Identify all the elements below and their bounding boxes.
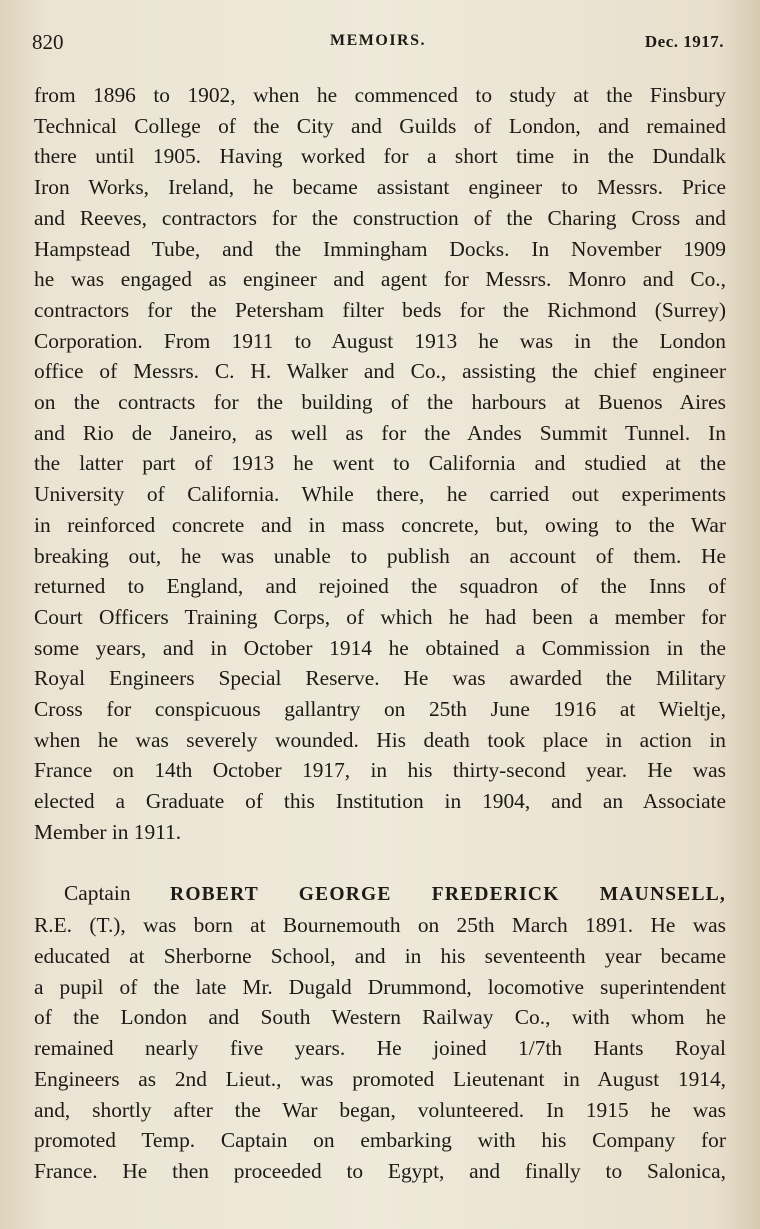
text-line: University of California. While there, he carried out experiments xyxy=(34,482,726,507)
text-line: there until 1905. Having worked for a short time in the Dundalk xyxy=(34,144,726,169)
text-line: Corporation. From 1911 to August 1913 he was in the London xyxy=(34,328,726,353)
text-line: of the London and South Western Railway Co., with whom he xyxy=(34,1005,726,1030)
text-line: Engineers as 2nd Lieut., was promoted Lieutenant in August 1914, xyxy=(34,1066,726,1091)
text-line: and Reeves, contractors for the construction of the Charing Cross and xyxy=(34,205,726,230)
text-line: Cross for conspicuous gallantry on 25th June 1916 at Wieltje, xyxy=(34,697,726,722)
text-line: France. He then proceeded to Egypt, and finally to Salonica, xyxy=(34,1158,726,1183)
text-line: some years, and in October 1914 he obtained a Commission in the xyxy=(34,635,726,660)
text-line: remained nearly five years. He joined 1/7th Hants Royal xyxy=(34,1036,726,1061)
text-line: on the contracts for the building of the harbours at Buenos Aires xyxy=(34,390,726,415)
text-line: and, shortly after the War began, volunteered. In 1915 he was xyxy=(34,1097,726,1122)
text-line: office of Messrs. C. H. Walker and Co., assisting the chief engineer xyxy=(34,359,726,384)
memoir-paragraph-2 xyxy=(34,878,726,1187)
text-line: the latter part of 1913 he went to California and studied at the xyxy=(34,451,726,476)
text-line: R.E. (T.), was born at Bournemouth on 25th March 1891. He was xyxy=(34,913,726,938)
body-text xyxy=(34,80,726,1187)
text-line: a pupil of the late Mr. Dugald Drummond, locomotive superintendent xyxy=(34,974,726,999)
text-line: promoted Temp. Captain on embarking with his Company for xyxy=(34,1128,726,1153)
text-line: contractors for the Petersham filter beds for the Richmond (Surrey) xyxy=(34,297,726,322)
text-line: Technical College of the City and Guilds of London, and remained xyxy=(34,113,726,138)
memoir-paragraph-1 xyxy=(34,80,726,848)
text-line: Iron Works, Ireland, he became assistant engineer to Messrs. Price xyxy=(34,175,726,200)
text-line: from 1896 to 1902, when he commenced to study at the Finsbury xyxy=(34,83,726,107)
text-line: elected a Graduate of this Institution in 1904, and an Associate xyxy=(34,789,726,814)
text-line: educated at Sherborne School, and in his seventeenth year became xyxy=(34,943,726,968)
text-line: returned to England, and rejoined the squadron of the Inns of xyxy=(34,574,726,599)
text-line: when he was severely wounded. His death took place in action in xyxy=(34,727,726,752)
section-title: MEMOIRS. xyxy=(330,32,426,49)
text-line: Hampstead Tube, and the Immingham Docks. In November 1909 xyxy=(34,236,726,261)
text-line: Court Officers Training Corps, of which he had been a member for xyxy=(34,604,726,629)
text-line: in reinforced concrete and in mass concrete, but, owing to the War xyxy=(34,512,726,537)
memoir-heading-line xyxy=(34,878,726,911)
text-line: he was engaged as engineer and agent for Messrs. Monro and Co., xyxy=(34,267,726,292)
text-line: breaking out, he was unable to publish an account of them. He xyxy=(34,543,726,568)
running-header xyxy=(32,30,724,56)
rank: Captain xyxy=(64,880,131,905)
person-name: ROBERT GEORGE FREDERICK MAUNSELL, xyxy=(170,883,726,905)
text-line: France on 14th October 1917, in his thirty-second year. He was xyxy=(34,758,726,783)
text-line: Royal Engineers Special Reserve. He was awarded the Military xyxy=(34,666,726,691)
text-line: and Rio de Janeiro, as well as for the Andes Summit Tunnel. In xyxy=(34,420,726,445)
page-number: 820 xyxy=(32,30,64,54)
issue-date: Dec. 1917. xyxy=(644,32,724,51)
text-line: Member in 1911. xyxy=(34,819,182,844)
